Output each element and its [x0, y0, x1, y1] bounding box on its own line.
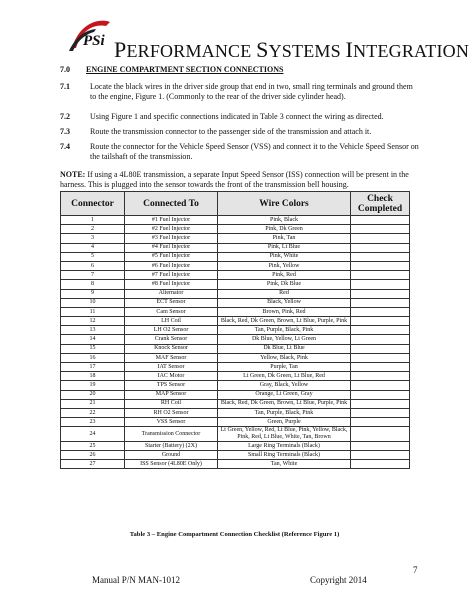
connected-to-cell: LH O2 Sensor	[125, 326, 218, 335]
connector-cell: 2	[61, 225, 125, 234]
table-row	[61, 460, 410, 469]
connected-to-cell: RH O2 Sensor	[125, 408, 218, 417]
table-row	[61, 225, 410, 234]
step-7-2	[60, 112, 420, 122]
wire-colors-cell: Red	[218, 289, 351, 298]
table-row	[61, 418, 410, 427]
page-number: 7	[413, 565, 418, 575]
connected-to-cell: TPS Sensor	[125, 381, 218, 390]
check-completed-cell[interactable]	[351, 271, 410, 280]
connected-to-cell: #5 Fuel Injector	[125, 252, 218, 261]
wire-colors-cell: Brown, Pink, Red	[218, 307, 351, 316]
connector-cell: 5	[61, 252, 125, 261]
check-completed-cell[interactable]	[351, 298, 410, 307]
table-caption: Table 3 – Engine Compartment Connection Checklist (Reference Figure 1)	[129, 531, 340, 538]
connector-cell: 3	[61, 234, 125, 243]
check-completed-cell[interactable]	[351, 408, 410, 417]
check-completed-cell[interactable]	[351, 363, 410, 372]
check-completed-cell[interactable]	[351, 427, 410, 442]
connector-cell: 6	[61, 261, 125, 270]
wire-colors-cell: Green, Purple	[218, 418, 351, 427]
connected-to-cell: IAT Sensor	[125, 363, 218, 372]
connected-to-cell: Crank Sensor	[125, 335, 218, 344]
connected-to-cell: VSS Sensor	[125, 418, 218, 427]
step-text: Route the transmission connector to the passenger side of the transmission and attach it.	[90, 127, 372, 136]
table-row	[61, 261, 410, 270]
check-completed-cell[interactable]	[351, 216, 410, 225]
wire-colors-cell: Tan, White	[218, 460, 351, 469]
wire-colors-cell: Pink, Lt Blue	[218, 243, 351, 252]
wire-colors-cell: Black, Yellow	[218, 298, 351, 307]
table-row	[61, 399, 410, 408]
connected-to-cell: #1 Fuel Injector	[125, 216, 218, 225]
connected-to-cell: #4 Fuel Injector	[125, 243, 218, 252]
wire-colors-cell: Yellow, Black, Pink	[218, 353, 351, 362]
connected-to-cell: RH Coil	[125, 399, 218, 408]
connected-to-cell: MAF Sensor	[125, 353, 218, 362]
step-text: Using Figure 1 and specific connections indicated in Table 3 connect the wiring as directed.	[90, 112, 384, 121]
table-row	[61, 252, 410, 261]
step-number: 7.1	[60, 82, 70, 91]
wire-colors-cell: Pink, Dk Blue	[218, 280, 351, 289]
wire-colors-cell: Black, Red, Dk Green, Brown, Lt Blue, Purple, Pink	[218, 399, 351, 408]
connection-checklist-table	[60, 191, 410, 469]
connected-to-cell: ECT Sensor	[125, 298, 218, 307]
header-connected-to: Connected To	[125, 192, 218, 216]
check-completed-cell[interactable]	[351, 372, 410, 381]
connector-cell: 4	[61, 243, 125, 252]
check-completed-cell[interactable]	[351, 451, 410, 460]
connected-to-cell: #2 Fuel Injector	[125, 225, 218, 234]
connected-to-cell: Ground	[125, 451, 218, 460]
table-row	[61, 326, 410, 335]
table-row	[61, 280, 410, 289]
table-row	[61, 390, 410, 399]
connector-cell: 9	[61, 289, 125, 298]
connector-cell: 7	[61, 271, 125, 280]
check-completed-cell[interactable]	[351, 261, 410, 270]
table-row	[61, 344, 410, 353]
wire-colors-cell: Dk Blue, Lt Blue	[218, 344, 351, 353]
connected-to-cell: #6 Fuel Injector	[125, 261, 218, 270]
table-row	[61, 381, 410, 390]
wire-colors-cell: Pink, Black	[218, 216, 351, 225]
connector-cell: 13	[61, 326, 125, 335]
connected-to-cell: IAC Motor	[125, 372, 218, 381]
company-name: PERFORMANCE SYSTEMS INTEGRATION	[114, 37, 470, 62]
connector-cell: 22	[61, 408, 125, 417]
wire-colors-cell: Tan, Purple, Black, Pink	[218, 326, 351, 335]
connector-cell: 10	[61, 298, 125, 307]
wire-colors-cell: Lt Green, Yellow, Red, Lt Blue, Pink, Yellow, Black, Pink, Red, Lt Blue, White, Tan, Brown	[218, 427, 351, 442]
check-completed-cell[interactable]	[351, 326, 410, 335]
check-completed-cell[interactable]	[351, 243, 410, 252]
connector-cell: 16	[61, 353, 125, 362]
step-number: 7.2	[60, 112, 70, 121]
table-row	[61, 335, 410, 344]
check-completed-cell[interactable]	[351, 252, 410, 261]
table-row	[61, 298, 410, 307]
connected-to-cell: ISS Sensor (4L80E Only)	[125, 460, 218, 469]
section-heading	[60, 65, 283, 74]
check-completed-cell[interactable]	[351, 353, 410, 362]
table-row	[61, 372, 410, 381]
table-header-row	[61, 192, 410, 216]
wire-colors-cell: Gray, Black, Yellow	[218, 381, 351, 390]
check-completed-cell[interactable]	[351, 307, 410, 316]
connected-to-cell: Alternator	[125, 289, 218, 298]
step-number: 7.3	[60, 127, 70, 136]
note-paragraph	[60, 170, 422, 189]
check-completed-cell[interactable]	[351, 399, 410, 408]
connector-cell: 15	[61, 344, 125, 353]
connector-cell: 24	[61, 427, 125, 442]
table-row	[61, 353, 410, 362]
check-completed-cell[interactable]	[351, 317, 410, 326]
wire-colors-cell: Pink, Dk Green	[218, 225, 351, 234]
check-completed-cell[interactable]	[351, 441, 410, 450]
wire-colors-cell: Large Ring Terminals (Black)	[218, 441, 351, 450]
step-text: Route the connector for the Vehicle Speed Sensor (VSS) and connect it to the Vehicle Speed Sensor on the tailshaft of the transmission.	[90, 142, 419, 161]
wire-colors-cell: Pink, White	[218, 252, 351, 261]
check-completed-cell[interactable]	[351, 234, 410, 243]
manual-part-number: Manual P/N MAN-1012	[92, 575, 180, 585]
table-row	[61, 271, 410, 280]
wire-colors-cell: Lt Green, Dk Green, Lt Blue, Red	[218, 372, 351, 381]
copyright: Copyright 2014	[310, 575, 367, 585]
step-text: Locate the black wires in the driver side group that end in two, small ring terminals and ground them to the engine, Figure 1. (Commonly to the rear of the driver side cylinder head).	[90, 82, 413, 101]
connector-cell: 26	[61, 451, 125, 460]
connected-to-cell: #3 Fuel Injector	[125, 234, 218, 243]
header-wire-colors: Wire Colors	[218, 192, 351, 216]
check-completed-cell[interactable]	[351, 344, 410, 353]
check-completed-cell[interactable]	[351, 335, 410, 344]
wire-colors-cell: Dk Blue, Yellow, Lt Green	[218, 335, 351, 344]
connector-cell: 20	[61, 390, 125, 399]
connected-to-cell: Transmission Connector	[125, 427, 218, 442]
table-row	[61, 243, 410, 252]
table-row	[61, 289, 410, 298]
connected-to-cell: Cam Sensor	[125, 307, 218, 316]
note-label: NOTE:	[60, 170, 86, 179]
connected-to-cell: Knock Sensor	[125, 344, 218, 353]
wire-colors-cell: Orange, Lt Green, Gray	[218, 390, 351, 399]
connected-to-cell: #8 Fuel Injector	[125, 280, 218, 289]
connector-cell: 11	[61, 307, 125, 316]
table-row	[61, 216, 410, 225]
connected-to-cell: LH Coil	[125, 317, 218, 326]
table-row	[61, 427, 410, 442]
company-logo	[66, 18, 112, 54]
connector-cell: 21	[61, 399, 125, 408]
step-7-1	[60, 82, 420, 101]
connector-cell: 19	[61, 381, 125, 390]
connector-cell: 27	[61, 460, 125, 469]
step-7-4	[60, 142, 420, 161]
connected-to-cell: Starter (Battery) (2X)	[125, 441, 218, 450]
table-row	[61, 317, 410, 326]
table-row	[61, 441, 410, 450]
connector-cell: 23	[61, 418, 125, 427]
check-completed-cell[interactable]	[351, 289, 410, 298]
section-number: 7.0	[60, 65, 70, 74]
header-connector: Connector	[61, 192, 125, 216]
connector-cell: 1	[61, 216, 125, 225]
wire-colors-cell: Small Ring Terminals (Black)	[218, 451, 351, 460]
table-row	[61, 307, 410, 316]
step-number: 7.4	[60, 142, 70, 151]
check-completed-cell[interactable]	[351, 390, 410, 399]
table-row	[61, 363, 410, 372]
connected-to-cell: MAP Sensor	[125, 390, 218, 399]
header-check-completed: Check Completed	[351, 192, 410, 216]
logo-lettering: PSi	[83, 33, 105, 49]
wire-colors-cell: Tan, Purple, Black, Pink	[218, 408, 351, 417]
check-completed-cell[interactable]	[351, 280, 410, 289]
note-text: If using a 4L80E transmission, a separate Input Speed Sensor (ISS) connection will be present in the harness. This is plugged into the sensor towards the front of the transmission bell housing.	[60, 170, 409, 189]
connector-cell: 8	[61, 280, 125, 289]
connector-cell: 14	[61, 335, 125, 344]
connector-cell: 25	[61, 441, 125, 450]
check-completed-cell[interactable]	[351, 418, 410, 427]
connector-cell: 17	[61, 363, 125, 372]
check-completed-cell[interactable]	[351, 460, 410, 469]
wire-colors-cell: Pink, Yellow	[218, 261, 351, 270]
check-completed-cell[interactable]	[351, 381, 410, 390]
check-completed-cell[interactable]	[351, 225, 410, 234]
step-7-3	[60, 127, 420, 137]
wire-colors-cell: Black, Red, Dk Green, Brown, Lt Blue, Purple, Pink	[218, 317, 351, 326]
connected-to-cell: #7 Fuel Injector	[125, 271, 218, 280]
table-row	[61, 234, 410, 243]
wire-colors-cell: Pink, Tan	[218, 234, 351, 243]
section-title: ENGINE COMPARTMENT SECTION CONNECTIONS	[86, 65, 284, 74]
table-row	[61, 408, 410, 417]
connector-cell: 18	[61, 372, 125, 381]
table-row	[61, 451, 410, 460]
wire-colors-cell: Pink, Red	[218, 271, 351, 280]
connector-cell: 12	[61, 317, 125, 326]
wire-colors-cell: Purple, Tan	[218, 363, 351, 372]
